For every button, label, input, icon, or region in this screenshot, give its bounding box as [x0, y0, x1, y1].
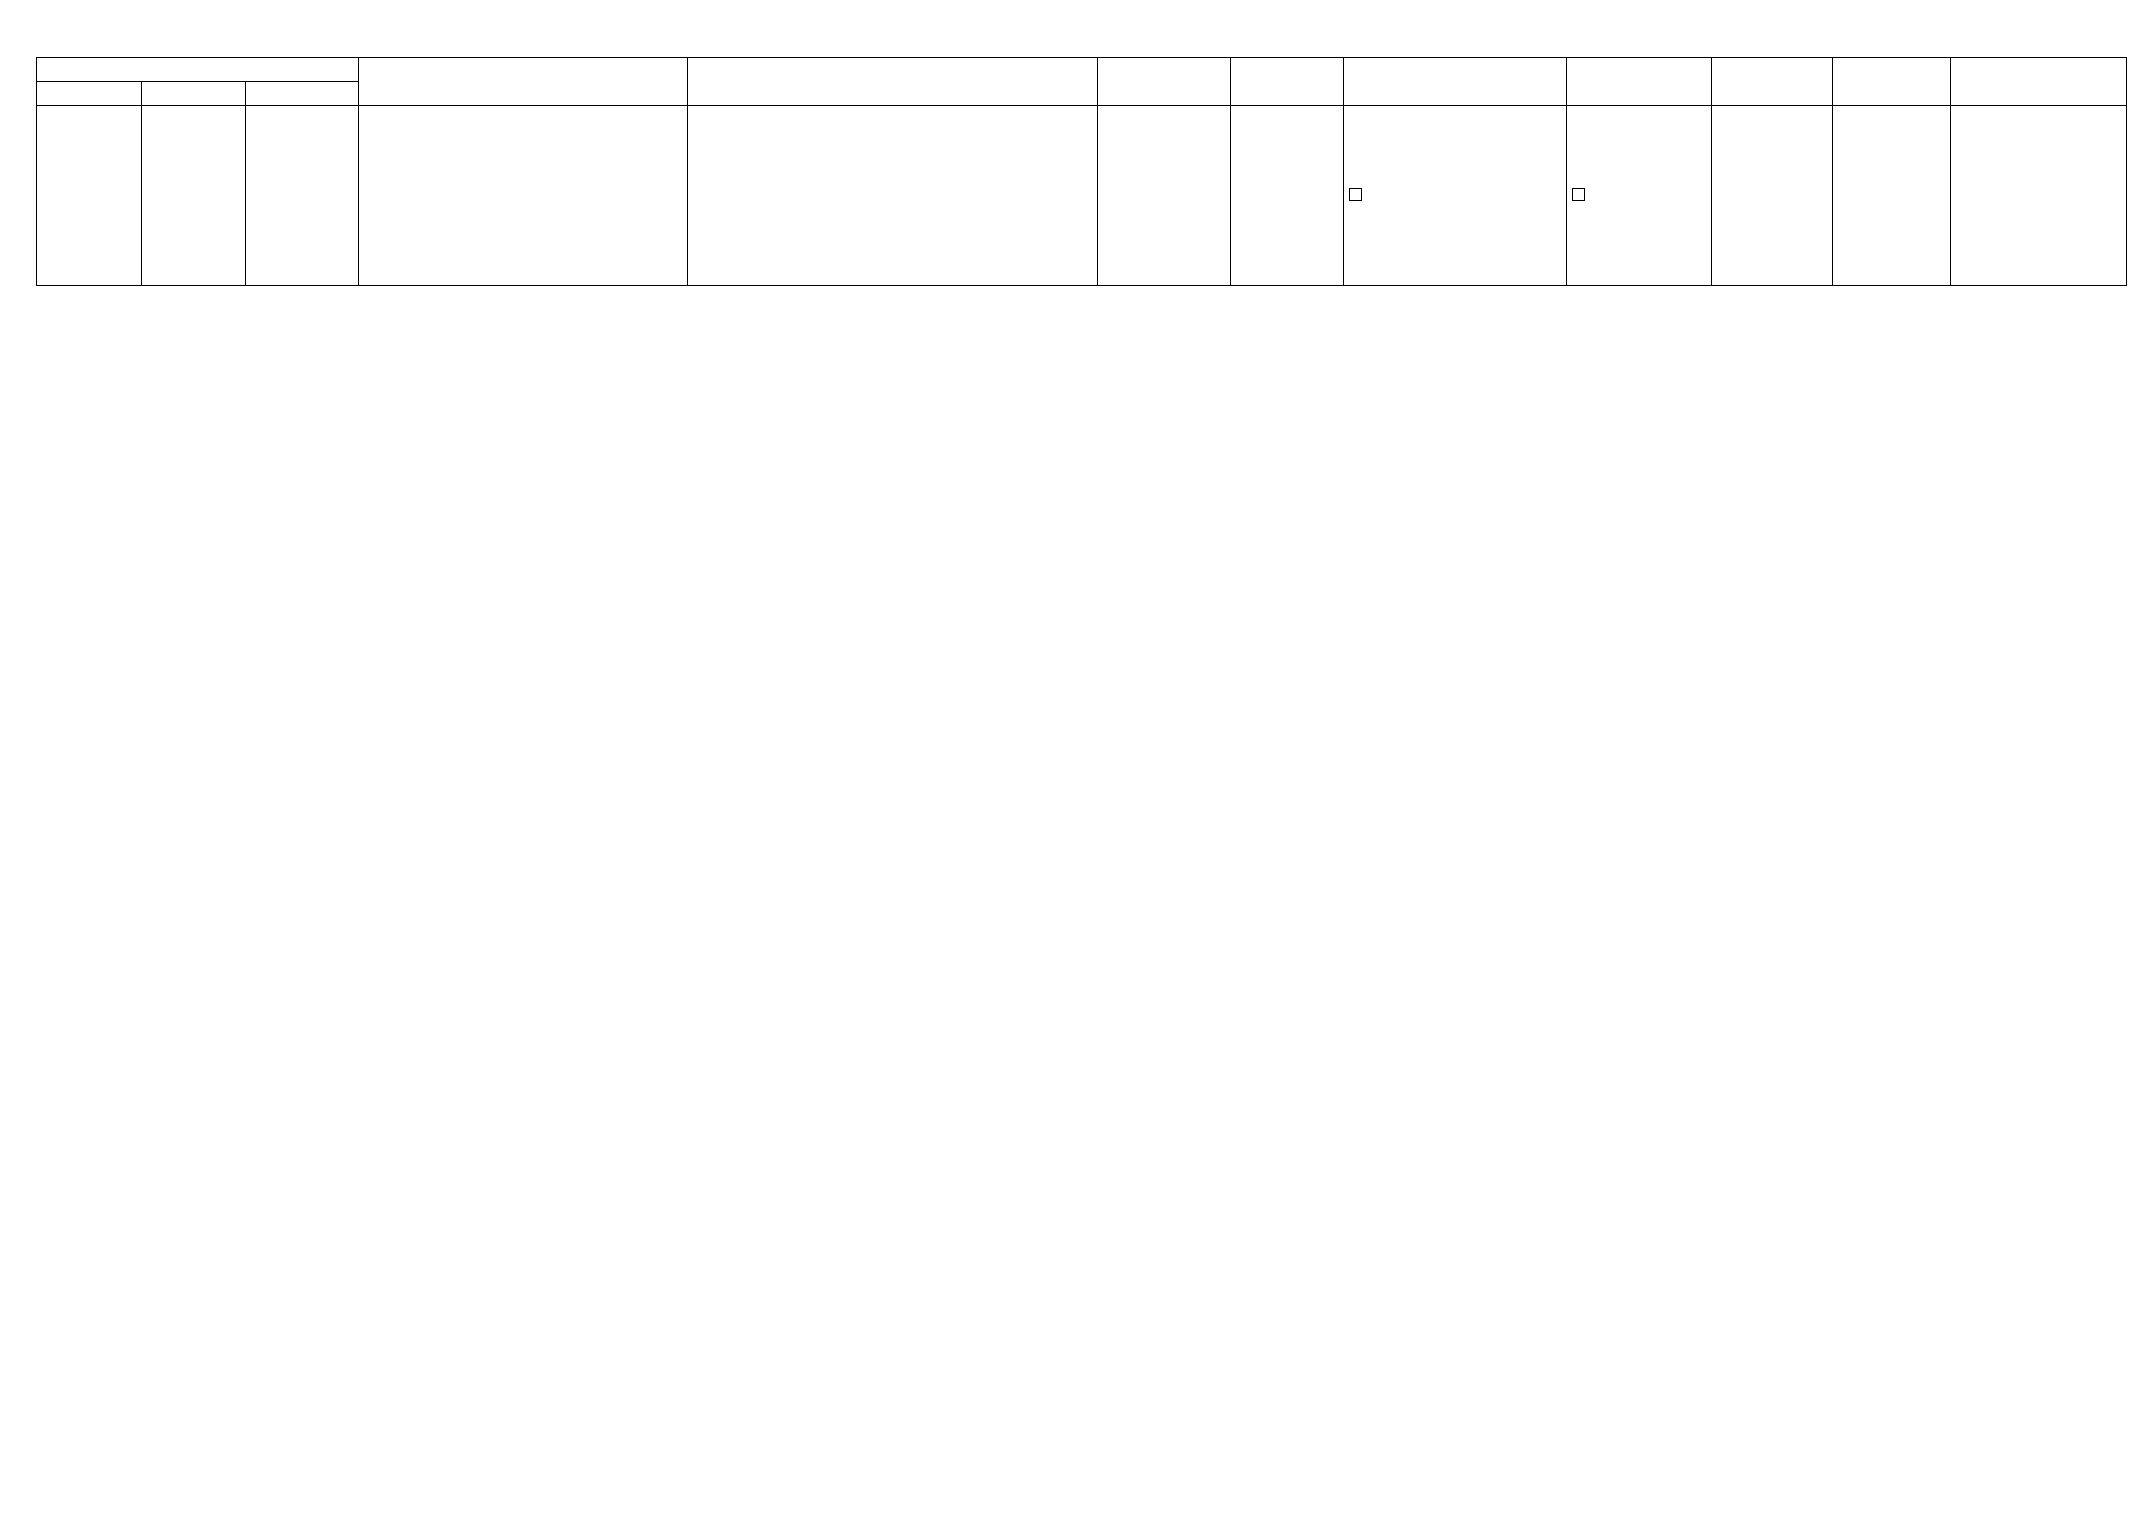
content-cell — [359, 106, 688, 286]
disclosure-table — [36, 57, 2127, 286]
basis-cell — [688, 106, 1098, 286]
header-method — [1567, 58, 1712, 106]
header-period — [1712, 58, 1833, 106]
header-phone — [1833, 58, 1951, 106]
header-content — [359, 58, 688, 106]
url-cell — [1951, 106, 2127, 286]
table-row — [37, 106, 2127, 286]
header-basis — [688, 58, 1098, 106]
phone-cell — [1833, 106, 1951, 286]
method-cell — [1567, 106, 1712, 286]
header-channels — [1344, 58, 1567, 106]
header-subject — [1098, 58, 1231, 106]
channels-cell — [1344, 106, 1567, 286]
header-level3 — [246, 82, 359, 106]
subject-cell — [1098, 106, 1231, 286]
header-level1 — [37, 82, 142, 106]
header-item-name — [37, 58, 359, 82]
method-option — [1572, 187, 1706, 205]
channel-option — [1349, 187, 1444, 205]
period-cell — [1712, 106, 1833, 286]
time-limit-cell — [1231, 106, 1344, 286]
header-url — [1951, 58, 2127, 106]
header-level2 — [142, 82, 246, 106]
table-body — [37, 106, 2127, 286]
level1-cell — [37, 106, 142, 286]
level2-cell — [142, 106, 246, 286]
checkbox-icon — [1349, 188, 1362, 201]
level3-cell — [246, 106, 359, 286]
checkbox-icon — [1572, 188, 1585, 201]
header-time-limit — [1231, 58, 1344, 106]
